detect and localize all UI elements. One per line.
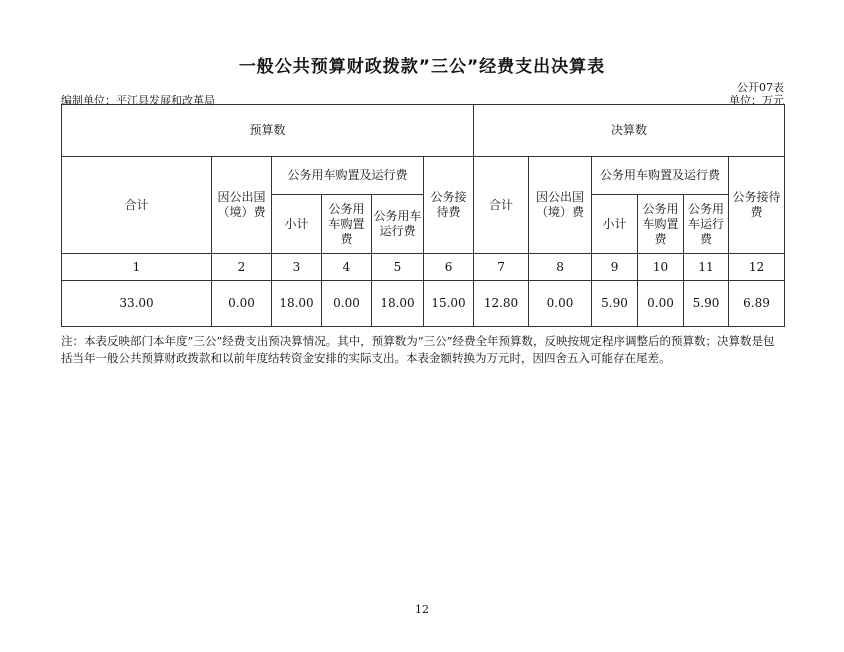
column-number: 7 [474, 254, 529, 281]
final-abroad-header: 因公出国（境）费 [529, 157, 592, 254]
page-title: 一般公共预算财政拨款”三公”经费支出决算表 [238, 57, 606, 77]
value-cell: 0.00 [212, 281, 272, 327]
value-cell: 18.00 [372, 281, 424, 327]
budget-group-header: 预算数 [62, 105, 474, 157]
final-total-header: 合计 [474, 157, 529, 254]
value-cell: 18.00 [272, 281, 322, 327]
budget-vehicle-group-header: 公务用车购置及运行费 [272, 157, 424, 195]
table-note: 注：本表反映部门本年度”三公”经费支出预决算情况。其中，预算数为”三公”经费全年预算数，反映按规定程序调整后的预算数；决算数是包括当年一般公共预算财政拨款和以前年度结转资金安排的实际支出。本表金额转换为万元时，因四舍五入可能存在尾差。 [61, 334, 775, 365]
value-cell: 0.00 [529, 281, 592, 327]
column-number: 5 [372, 254, 424, 281]
column-number: 10 [638, 254, 684, 281]
column-number: 9 [592, 254, 638, 281]
value-cell: 12.80 [474, 281, 529, 327]
column-number: 8 [529, 254, 592, 281]
column-number: 2 [212, 254, 272, 281]
value-cell: 33.00 [62, 281, 212, 327]
budget-reception-header: 公务接待费 [424, 157, 474, 254]
compiling-unit: 编制单位：平江县发展和改革局 [61, 94, 215, 107]
budget-vehicle-operation-header: 公务用车运行费 [372, 195, 424, 254]
value-cell: 5.90 [592, 281, 638, 327]
value-cell: 0.00 [638, 281, 684, 327]
budget-subtotal-header: 小计 [272, 195, 322, 254]
final-vehicle-operation-header: 公务用车运行费 [684, 195, 729, 254]
column-number-row [62, 254, 785, 281]
final-vehicle-group-header: 公务用车购置及运行费 [592, 157, 729, 195]
final-vehicle-purchase-header: 公务用车购置费 [638, 195, 684, 254]
value-cell: 15.00 [424, 281, 474, 327]
value-cell: 0.00 [322, 281, 372, 327]
page-number: 12 [415, 603, 429, 616]
three-public-expenses-table [61, 104, 785, 327]
value-cell: 5.90 [684, 281, 729, 327]
budget-abroad-header: 因公出国（境）费 [212, 157, 272, 254]
value-row [62, 281, 785, 327]
value-cell: 6.89 [729, 281, 785, 327]
column-number: 12 [729, 254, 785, 281]
final-reception-header: 公务接待费 [729, 157, 785, 254]
column-number: 11 [684, 254, 729, 281]
column-number: 3 [272, 254, 322, 281]
column-number: 1 [62, 254, 212, 281]
column-number: 4 [322, 254, 372, 281]
budget-total-header: 合计 [62, 157, 212, 254]
final-group-header: 决算数 [474, 105, 785, 157]
column-number: 6 [424, 254, 474, 281]
final-subtotal-header: 小计 [592, 195, 638, 254]
form-number: 公开07表 [737, 81, 784, 94]
budget-vehicle-purchase-header: 公务用车购置费 [322, 195, 372, 254]
money-unit: 单位：万元 [729, 94, 784, 107]
